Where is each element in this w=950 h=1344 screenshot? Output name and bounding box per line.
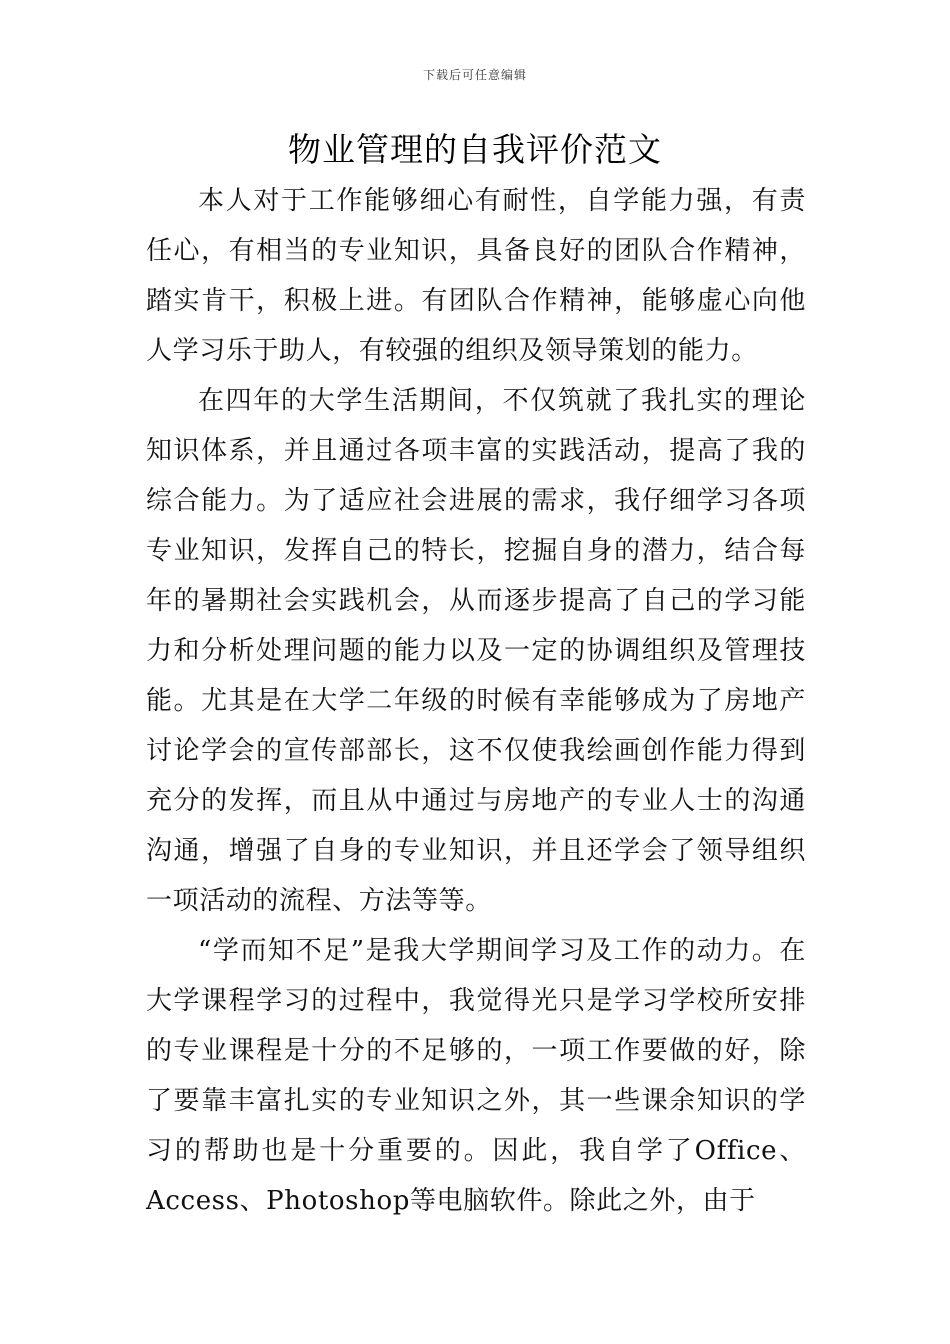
paragraph: 本人对于工作能够细心有耐性，自学能力强，有责任心，有相当的专业知识，具备良好的团队合作精神，踏实肯干，积极上进。有团队合作精神，能够虚心向他人学习乐于助人，有较强的组织及领导策划的能力。 (146, 186, 806, 366)
paragraph: “学而知不足”是我大学期间学习及工作的动力。在大学课程学习的过程中，我觉得光只是学习学校所安排的专业课程是十分的不足够的，一项工作要做的好，除了要靠丰富扎实的专业知识之外，其一些课余知识的学习的帮助也是十分重要的。因此，我自学了Office、Access、Photoshop等电脑软件。除此之外，由于 (146, 936, 806, 1216)
header-note: 下载后可任意编辑 (422, 68, 527, 82)
document-body (146, 176, 806, 1226)
paragraph: 在四年的大学生活期间，不仅筑就了我扎实的理论知识体系，并且通过各项丰富的实践活动，提高了我的综合能力。为了适应社会进展的需求，我仔细学习各项专业知识，发挥自己的特长，挖掘自身的潜力，结合每年的暑期社会实践机会，从而逐步提高了自己的学习能力和分析处理问题的能力以及一定的协调组织及管理技能。尤其是在大学二年级的时候有幸能够成为了房地产讨论学会的宣传部部长，这不仅使我绘画创作能力得到充分的发挥，而且从中通过与房地产的专业人士的沟通沟通，增强了自身的专业知识，并且还学会了领导组织一项活动的流程、方法等等。 (146, 386, 806, 916)
document-title: 物业管理的自我评价范文 (288, 130, 662, 169)
